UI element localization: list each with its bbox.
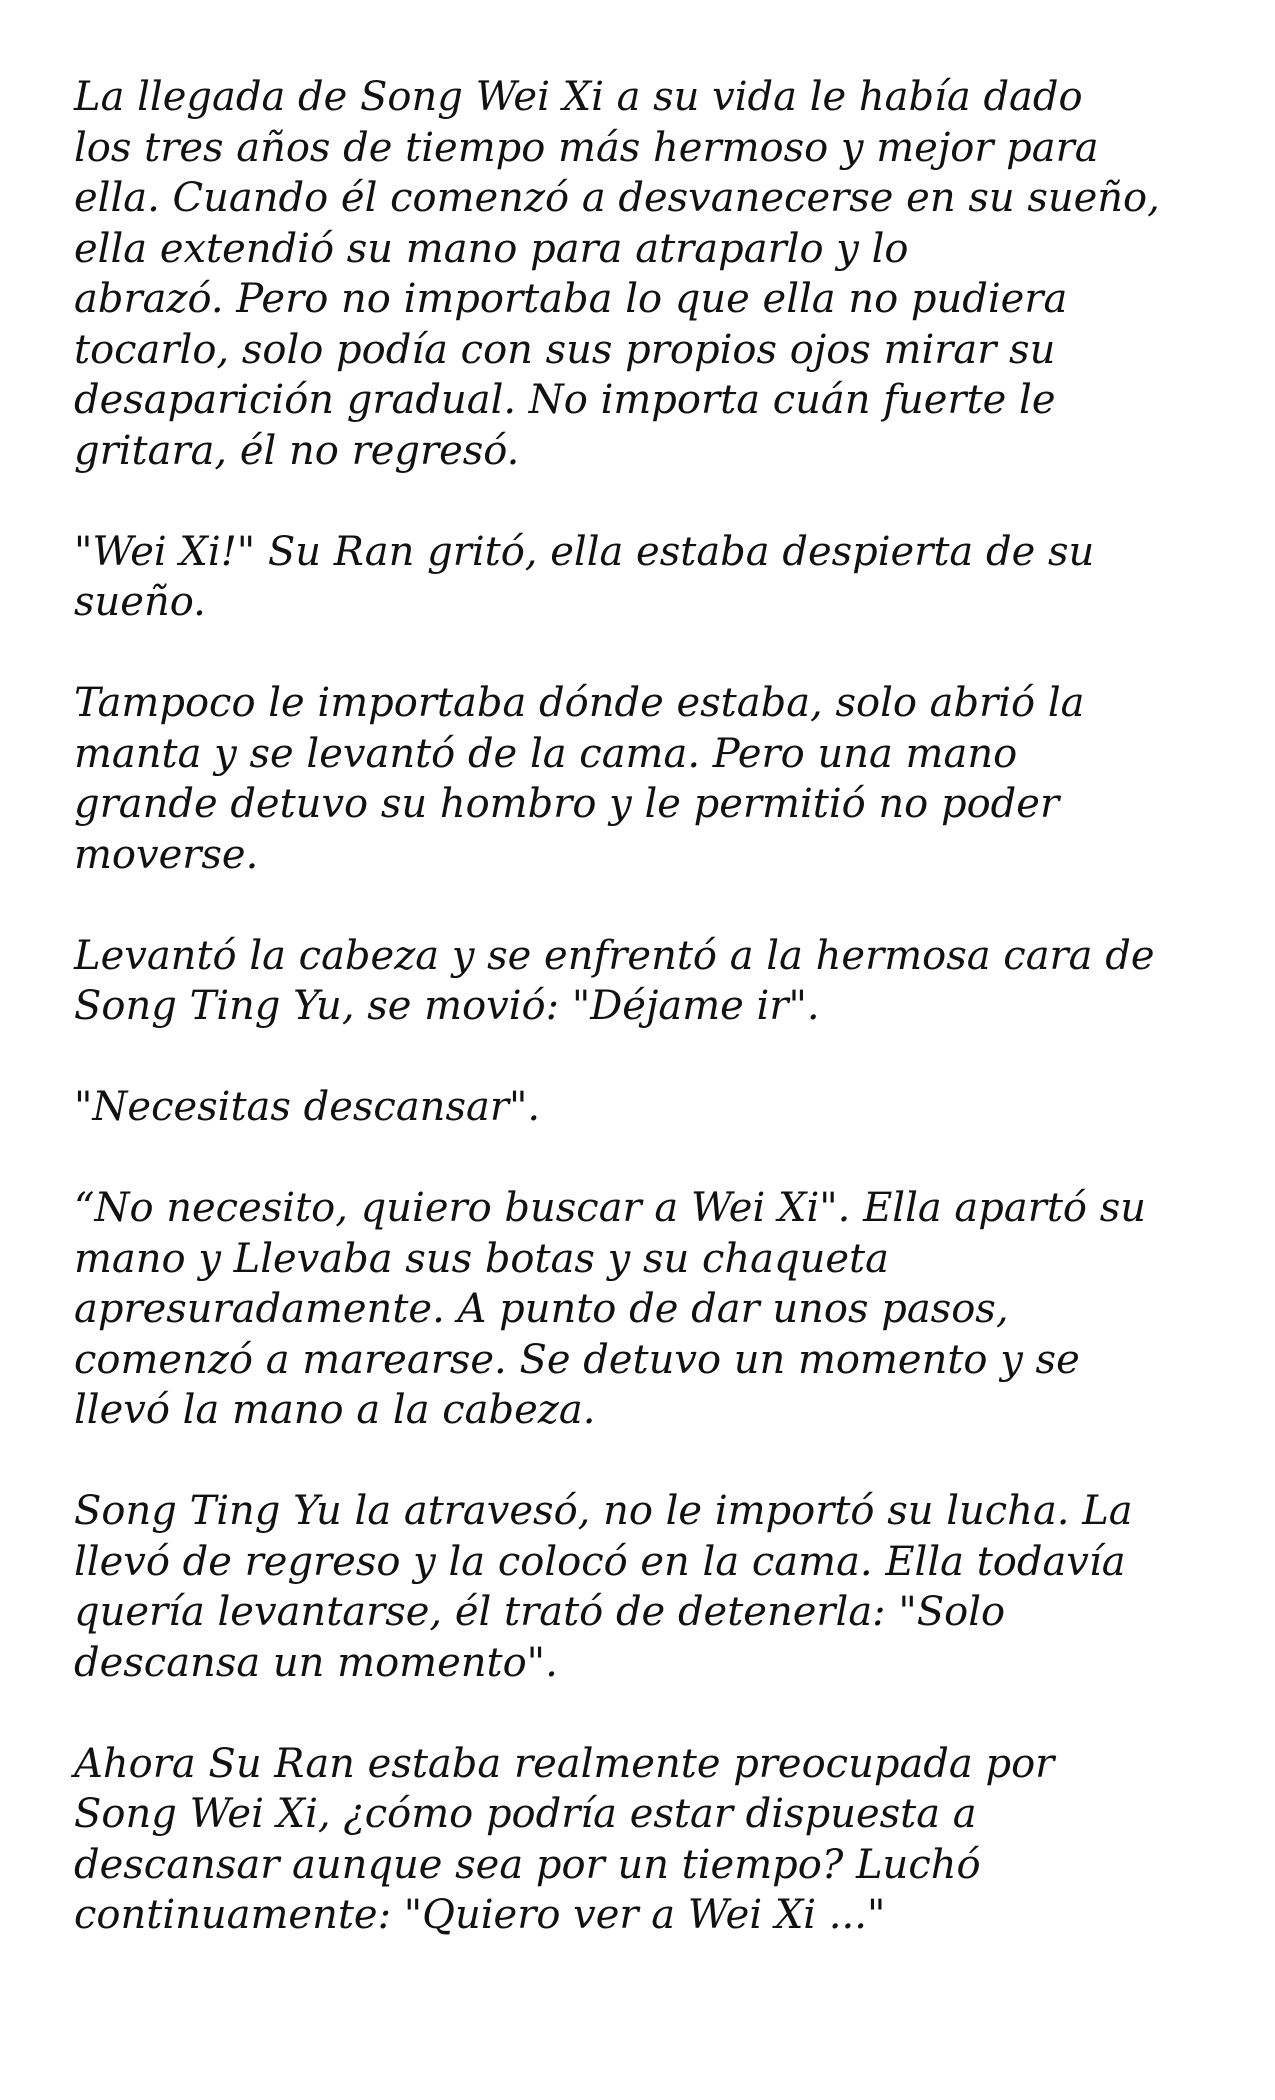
text-line: ella. Cuando él comenzó a desvanecerse en su sueño,	[74, 175, 1160, 221]
text-line: los tres años de tiempo más hermoso y mejor para	[74, 124, 1099, 171]
text-line: “No necesito, quiero buscar a Wei Xi". Ella apartó su	[74, 1185, 1147, 1231]
paragraph	[74, 1486, 1224, 1688]
paragraph	[74, 1739, 1224, 1941]
paragraph-spacer	[74, 476, 1224, 527]
text-line: abrazó. Pero no importaba lo que ella no pudiera	[74, 276, 1068, 322]
paragraph-spacer	[74, 1133, 1224, 1184]
paragraph	[74, 1082, 1224, 1133]
text-line: gritara, él no regresó.	[74, 427, 520, 474]
paragraph-spacer	[74, 880, 1224, 931]
paragraph-spacer	[74, 1688, 1224, 1739]
text-line: sueño.	[74, 579, 206, 625]
text-line: grande detuvo su hombro y le permitió no poder	[74, 781, 1060, 827]
text-line: moverse.	[74, 831, 259, 878]
text-line: Song Wei Xi, ¿cómo podría estar dispuesta a	[74, 1791, 977, 1837]
text-line: descansa un momento".	[74, 1639, 558, 1686]
paragraph	[74, 678, 1224, 880]
paragraph-spacer	[74, 1032, 1224, 1083]
text-line: Song Ting Yu, se movió: "Déjame ir".	[74, 983, 820, 1029]
document-page	[74, 72, 1224, 1941]
paragraph	[74, 72, 1224, 476]
text-line: descansar aunque sea por un tiempo? Luchó	[74, 1841, 981, 1888]
text-line: quería levantarse, él trató de detenerla: "Solo	[74, 1589, 1006, 1635]
text-line: continuamente: "Quiero ver a Wei Xi ..."	[74, 1892, 886, 1938]
paragraph-spacer	[74, 628, 1224, 679]
paragraph	[74, 1183, 1224, 1436]
text-line: ella extendió su mano para atraparlo y lo	[74, 225, 909, 272]
text-line: "Wei Xi!" Su Ran gritó, ella estaba despierta de su	[74, 528, 1095, 575]
text-line: mano y Llevaba sus botas y su chaqueta	[74, 1235, 889, 1282]
text-line: Tampoco le importaba dónde estaba, solo abrió la	[74, 680, 1085, 726]
text-line: Song Ting Yu la atravesó, no le importó su lucha. La	[74, 1488, 1133, 1534]
text-line: Ahora Su Ran estaba realmente preocupada por	[74, 1740, 1055, 1787]
paragraph-spacer	[74, 1436, 1224, 1487]
text-line: llevó de regreso y la colocó en la cama. Ella todavía	[74, 1538, 1126, 1585]
text-line: "Necesitas descansar".	[74, 1084, 541, 1130]
text-line: llevó la mano a la cabeza.	[74, 1387, 596, 1433]
text-line: La llegada de Song Wei Xi a su vida le había dado	[74, 74, 1083, 120]
text-line: manta y se levantó de la cama. Pero una mano	[74, 730, 1018, 777]
paragraph	[74, 931, 1224, 1032]
text-line: desaparición gradual. No importa cuán fuerte le	[74, 377, 1056, 423]
paragraph	[74, 527, 1224, 628]
text-line: apresuradamente. A punto de dar unos pasos,	[74, 1286, 1009, 1332]
text-line: tocarlo, solo podía con sus propios ojos mirar su	[74, 326, 1056, 373]
text-line: comenzó a marearse. Se detuvo un momento y se	[74, 1336, 1080, 1383]
text-line: Levantó la cabeza y se enfrentó a la hermosa cara de	[74, 932, 1155, 979]
